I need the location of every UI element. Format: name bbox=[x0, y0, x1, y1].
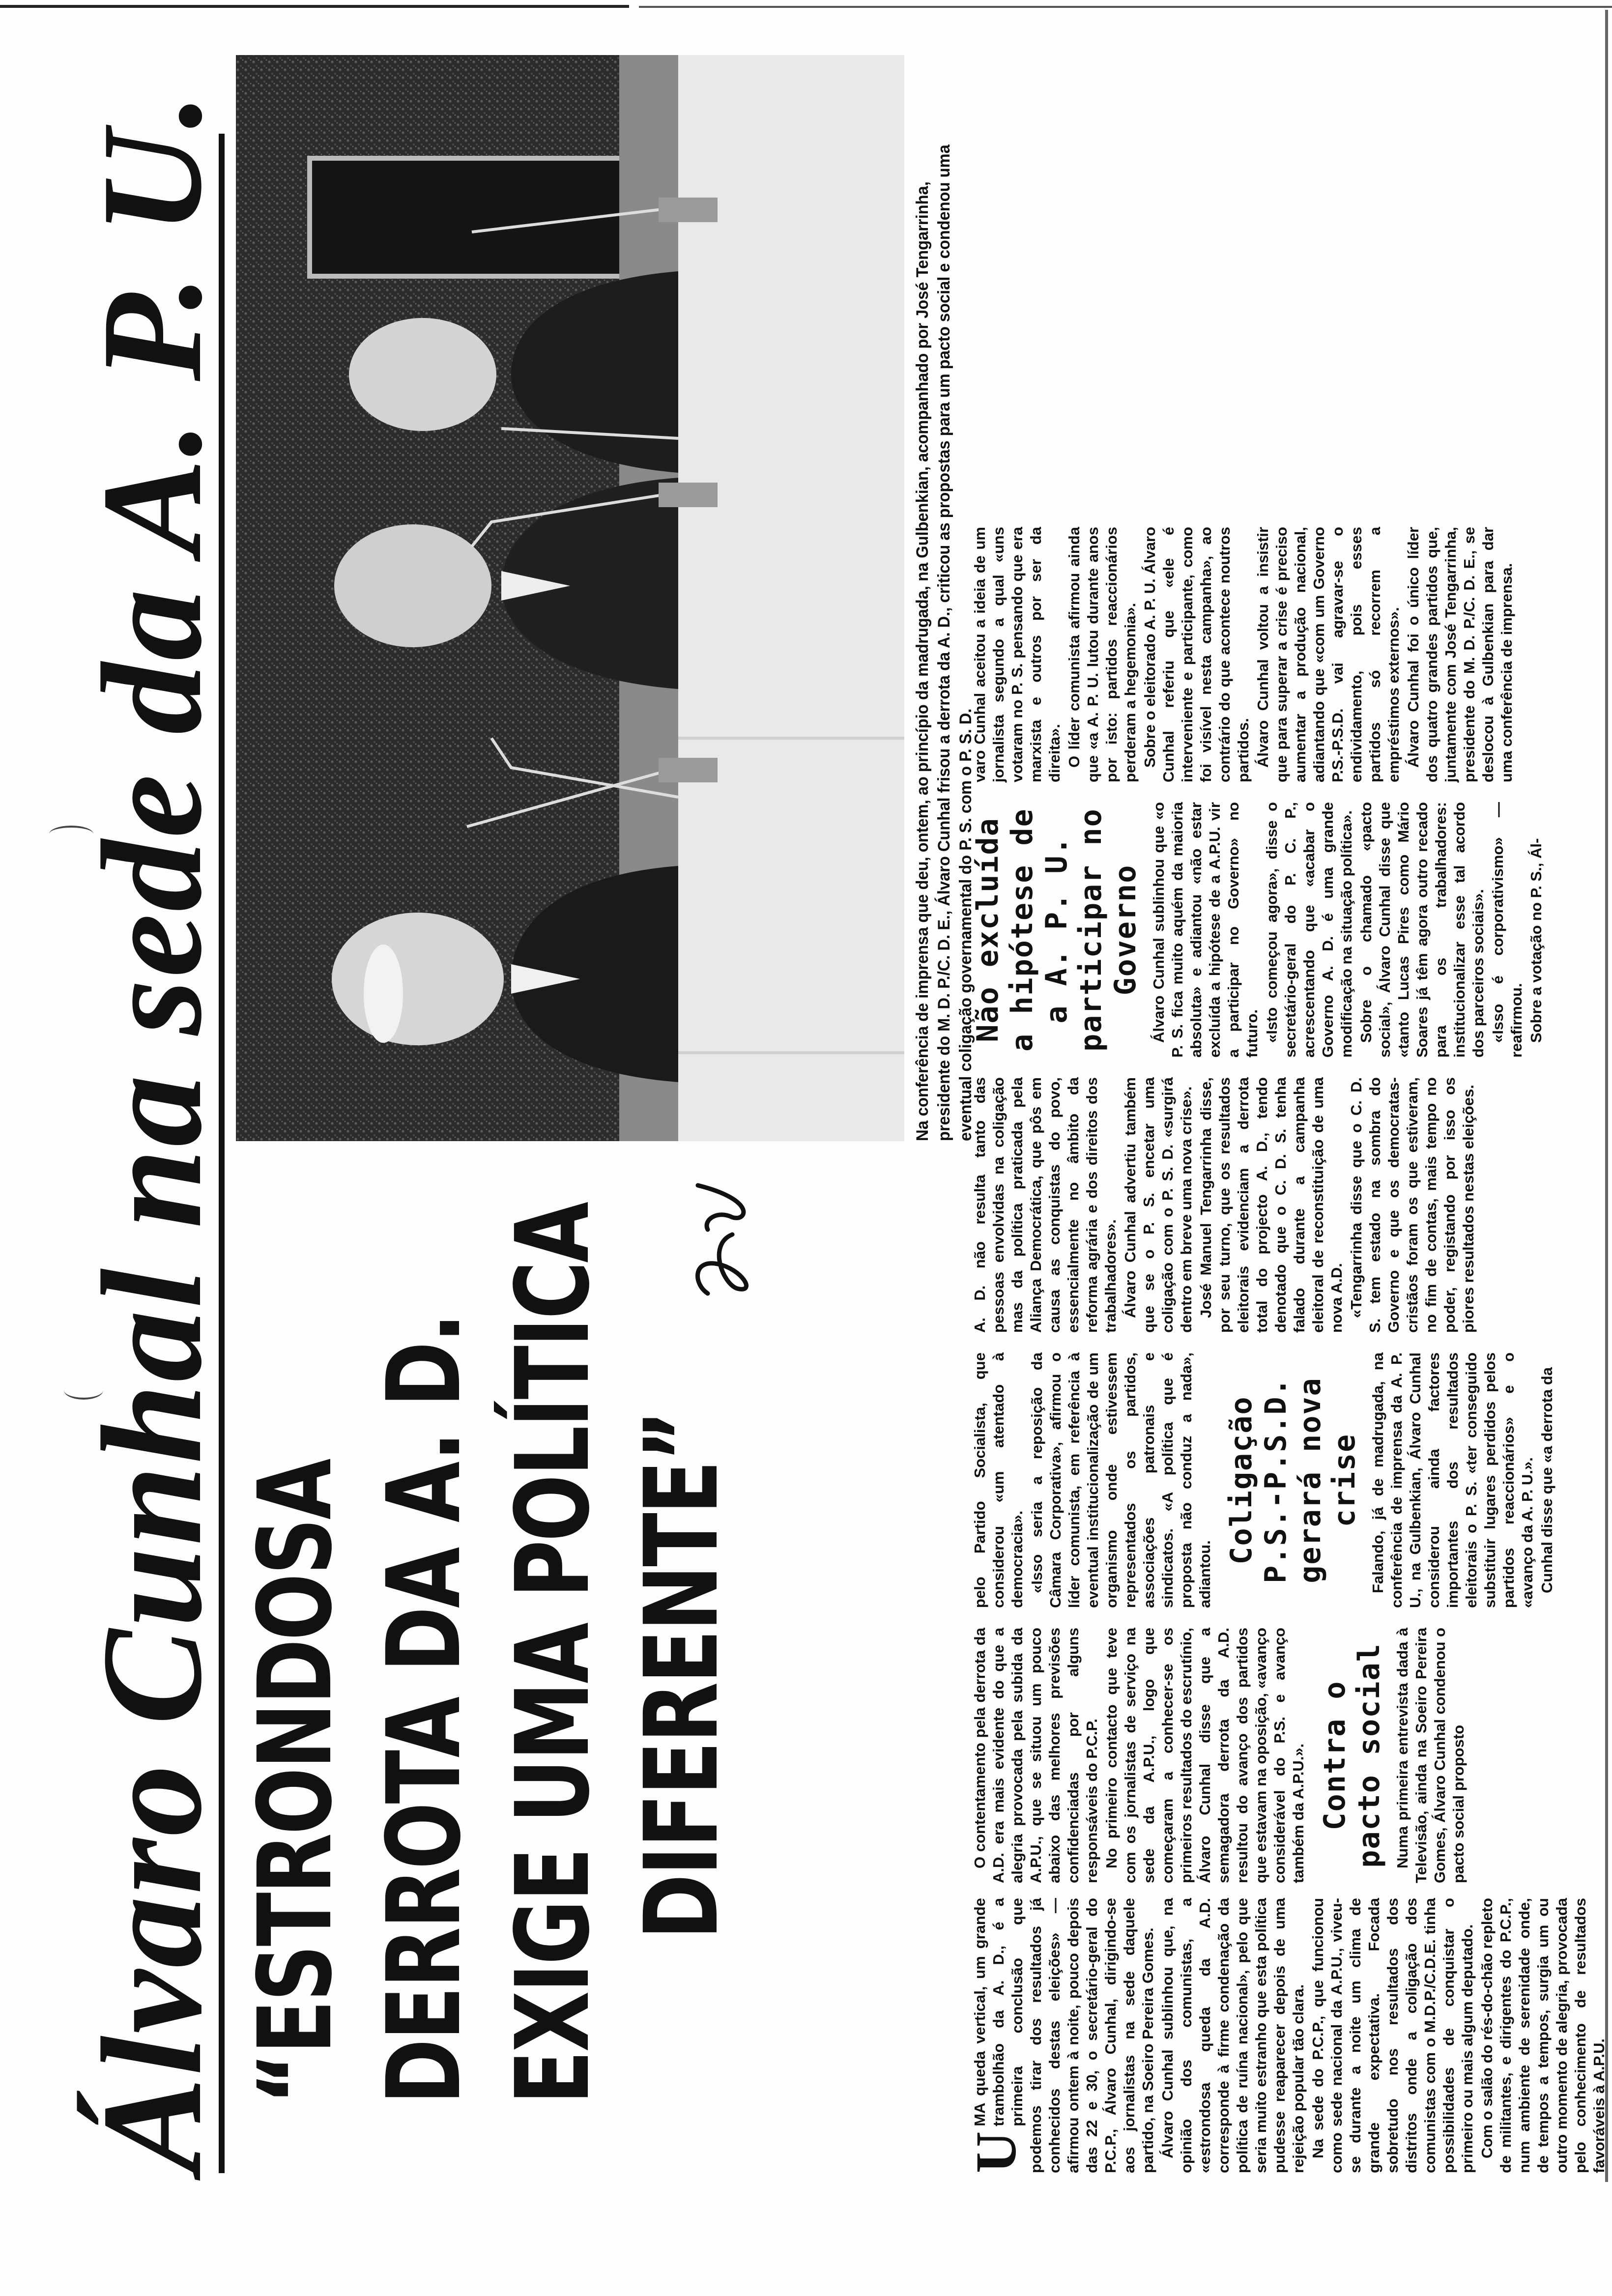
article-paragraph: MA queda vertical, um grande trambolhão da A. D., é a primeira conclusão que podemos tirar dos resultados já conhecidos destas eleições» —afirmou ontem à noite, pouco depois das 22 e 30, o secretário-geral do P.C.P., Álvaro Cunhal, dirigindo-se aos jornalistas na sede daquele partido, na Soeiro Pereira Gomes. bbox=[971, 1898, 1156, 2173]
article-column-3 bbox=[971, 1352, 1557, 1608]
article-paragraph: Sobre o eleitorado A. P. U. Álvaro Cunhal referiu que «ele é interveniente e participante, como foi visível nesta campanha», ao contrário do que acontece noutros partidos. bbox=[1141, 527, 1252, 782]
photo-caption: Na conferência de imprensa que deu, ontem, ao princípio da madrugada, na Gulbenkian, acompanhado por José Tengarrinha, presidente do M. D. P./C. D. E., Álvaro Cunhal frisou a derrota da A. D., criticou as propostas para um pacto social e condenou uma eventual coligação governamental do P. S. com o P. S. D. bbox=[913, 144, 975, 1141]
article-paragraph: «Tengarrinha disse que o C. D. S. tem estado na sombra do Governo e que os democratas-cristãos foram os que estiveram, no fim de contas, mais tempo no poder, registando por isso os piores resultados nestas eleições. bbox=[1348, 1077, 1477, 1333]
press-conference-photo bbox=[236, 55, 904, 1141]
article-column-6 bbox=[971, 527, 1517, 782]
article-column-2 bbox=[971, 1628, 1469, 1883]
article-paragraph: Sobre o chamado «pacto social», Álvaro Cunhal disse que «tanto Lucas Pires como Mário Soares já têm agora outro recado para os trabalhadores: institucionalizar esse tal acordo dos parceiros sociais». bbox=[1357, 802, 1487, 1058]
section-subheading: Contra o pacto social bbox=[1318, 1643, 1386, 1868]
article-paragraph: «Isso é corporativismo» — reafirmou. bbox=[1489, 802, 1525, 1058]
article-paragraph: José Manuel Tengarrinha disse, por seu turno, que os resultados eleitorais evidenciam a derrota total do projecto A. D., tendo denotado que o C. D. S. tenha falado durante a campanha eleitoral de reconstituição de uma nova A.D. bbox=[1197, 1077, 1345, 1333]
article-paragraph: «Isto começou agora», disse o secretário-geral do P. C. P., acrescentando que «acabar o Governo A. D. é uma grande modificação na situação política». bbox=[1263, 802, 1355, 1058]
article-paragraph: A. D. não resulta tanto das pessoas envolvidas na coligação mas da política praticada pela Aliança Democrática, que pôs em causa as conquistas do povo, essencialmente no âmbito da reforma agrária e dos direitos dos trabalhadores». bbox=[971, 1077, 1119, 1333]
headline-line: DIFERENTE” bbox=[623, 1411, 741, 1940]
article-paragraph: Numa primeira entrevista dada à Televisão, ainda na Soeiro Pereira Gomes, Álvaro Cunhal condenou o pacto social proposto bbox=[1394, 1628, 1467, 1883]
article-paragraph: varo Cunhal aceitou a ideia de um jornalista segundo a qual «uns votaram no P. S. pensando que era marxista e outros por ser da direita». bbox=[971, 527, 1063, 782]
article-column-1 bbox=[964, 1898, 1610, 2173]
section-subheading: Coligação P.S.-P.S.D. gerará nova crise bbox=[1224, 1377, 1362, 1583]
article-column-4 bbox=[971, 1077, 1479, 1333]
headline-line: “ESTRONDOSA bbox=[236, 1460, 354, 2104]
handwritten-initials bbox=[688, 1176, 767, 1303]
article-paragraph: Cunhal disse que «a derrota da bbox=[1538, 1367, 1555, 1593]
article-column-5 bbox=[971, 802, 1547, 1058]
section-subheading: Não excluída a hipótese de a A. P. U. participar no Governo bbox=[971, 808, 1143, 1052]
article-paragraph: Álvaro Cunhal sublinhou que, na opinião dos comunistas, a «estrondosa queda da A.D. corresponde à firme condenação da política de ruína nacional», pelo que seria muito estranho que esta política pudesse reaparecer depois de uma rejeição popular tão clara. bbox=[1159, 1898, 1307, 2173]
drop-cap: U bbox=[964, 2131, 1028, 2173]
kicker-headline: Álvaro Cunhal na sede da A. P. U. bbox=[73, 91, 231, 2173]
article-paragraph: «Isso seria a reposição da Câmara Corporativa», afirmou o líder comunista, em referência à eventual institucionalização de um organismo onde estivessem representados os partidos, associações patronais e sindicatos. «A política que é proposta não conduz a nada», adiantou. bbox=[1028, 1352, 1213, 1608]
article-paragraph: O contentamento pela derrota da A.D. era mais evidente do que a alegria provocada pela subida da A.P.U., que se situou um pouco abaixo das melhores previsões confidenciadas por alguns responsáveis do P.C.P. bbox=[971, 1628, 1100, 1883]
article-paragraph: Álvaro Cunhal sublinhou que «o P. S. fica muito aquém da maioria absoluta» e adiantou «não estar excluída a hipótese de a A.P.U. vir a participar no Governo» no futuro. bbox=[1150, 802, 1261, 1058]
article-paragraph: Falando, já de madrugada, na conferência de imprensa da A. P. U., na Gulbenkian, Álvaro Cunhal considerou ainda factores importantes dos resultados eleitorais o P. S. «ter conseguido substituir lugares perdidos pelos partidos reaccionários» e o «avanço da A. P. U.». bbox=[1369, 1352, 1536, 1608]
main-headline bbox=[231, 1203, 746, 2104]
article-paragraph: Álvaro Cunhal voltou a insistir que para superar a crise é preciso aumentar a produção nacional, adiantando que «com um Governo P.S.-P.S.D. vai agravar-se o endividamento, pois esses partidos só recorrem a empréstimos externos». bbox=[1254, 527, 1402, 782]
article-paragraph: Com o salão do rés-do-chão repleto de militantes, e dirigentes do P.C.P., num ambiente de serenidade onde, de tempos a tempos, surgia um ou outro momento de alegria, provocada pelo conhecimento de resultados favoráveis à A.P.U. bbox=[1478, 1898, 1608, 2173]
article-paragraph: Sobre a votação no P. S., Ál- bbox=[1527, 838, 1545, 1043]
headline-line: EXIGE UMA POLÍTICA bbox=[494, 1203, 612, 2104]
article-paragraph: O líder comunista afirmou ainda que «a A. P. U. lutou durante anos por isto: partidos reaccionários perderam a hegemonia». bbox=[1065, 527, 1139, 782]
article-paragraph: Álvaro Cunhal foi o único líder dos quatro grandes partidos que, juntamente com José Tengarrinha, presidente do M. D. P./C. D. E., se deslocou à Gulbenkian para dar uma conferência de imprensa. bbox=[1405, 527, 1515, 782]
article-paragraph: No primeiro contacto que teve com os jornalistas de serviço na sede da A.P.U., logo que começaram a conhecer-se os primeiros resultados do escrutínio, Álvaro Cunhal disse que a semagadora derrota da A.D. resultou do avanço dos partidos que estavam na oposição, «avanço considerável do P.S. e avanço também da A.P.U.». bbox=[1103, 1628, 1307, 1883]
article-paragraph: Na sede do P.C.P., que funcionou como sede nacional da A.P.U., viveu-se durante a noite um clima de grande expectativa. Focada sobretudo nos resultados dos distritos onde a coligação dos comunistas com o M.D.P./C.D.E. tinha possibilidades de conquistar o primeiro ou mais algum deputado. bbox=[1309, 1898, 1476, 2173]
photo-illustration bbox=[236, 55, 904, 1141]
headline-line: DERROTA DA A. D. bbox=[365, 1314, 483, 2104]
article-paragraph: Álvaro Cunhal advertiu também que se o P. S. encetar uma coligação com o P. S. D. «surgirá dentro em breve uma nova crise». bbox=[1122, 1077, 1195, 1333]
article-paragraph: pelo Partido Socialista, que considerou «um atentado à democracia». bbox=[971, 1352, 1026, 1608]
